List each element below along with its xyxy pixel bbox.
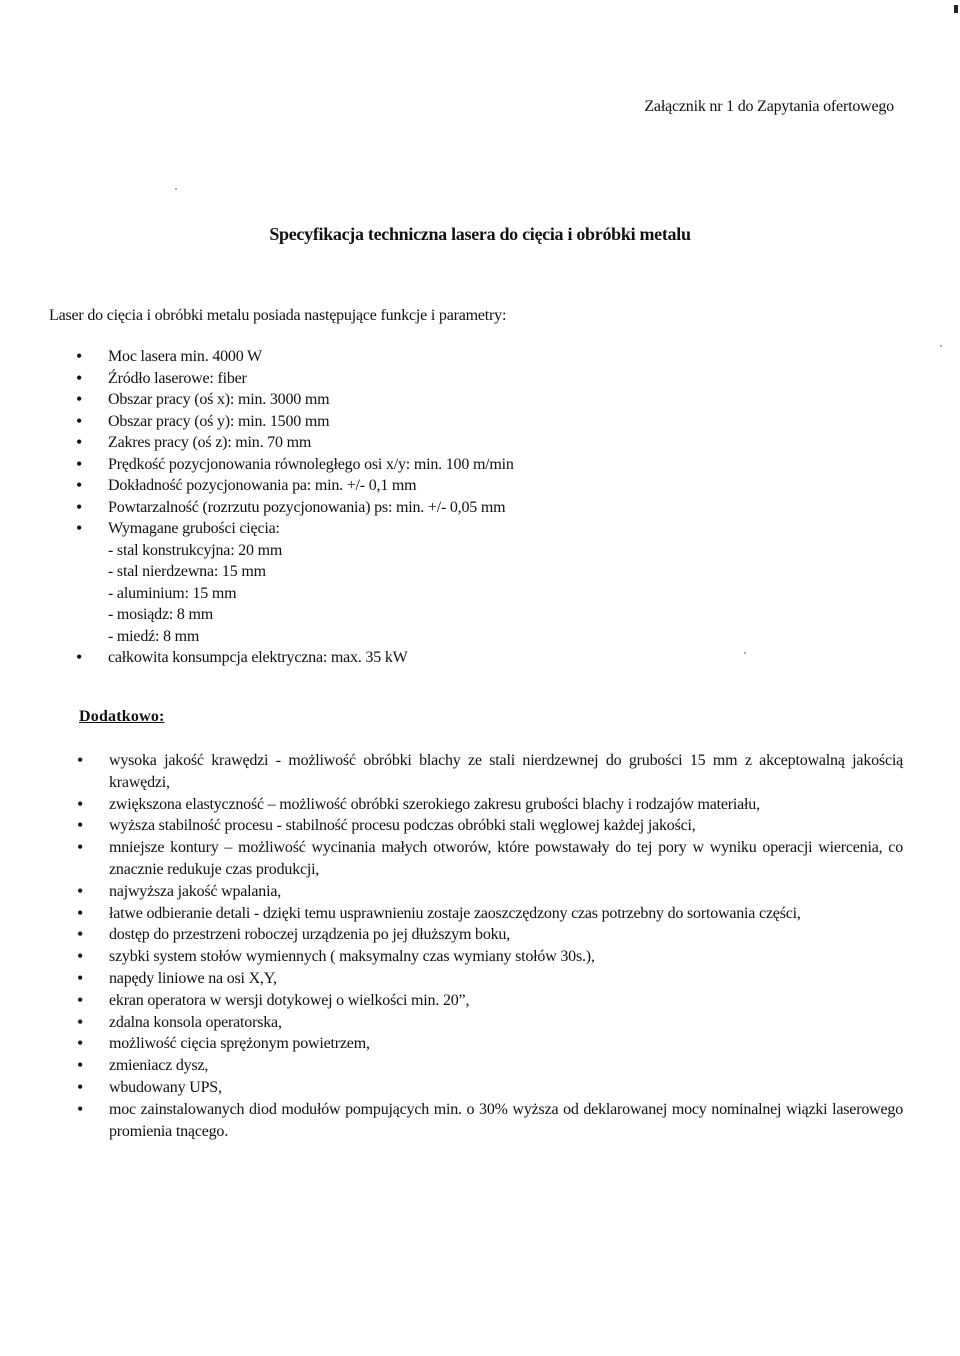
annex-label: Załącznik nr 1 do Zapytania ofertowego: [644, 98, 894, 115]
list-item: • Źródło laserowe: fiber: [76, 368, 896, 390]
bullet-icon: [77, 946, 87, 970]
list-item: • ekran operatora w wersji dotykowej o wielkości min. 20”,: [77, 990, 903, 1012]
bullet-icon: [77, 815, 87, 839]
list-item: • łatwe odbieranie detali - dzięki temu usprawnieniu zostaje zaoszczędzony czas potrzebny do sortowania części,: [77, 903, 903, 925]
bullet-icon: [76, 389, 86, 413]
thickness-line: - mosiądz: 8 mm: [108, 606, 213, 623]
intro-paragraph: Laser do cięcia i obróbki metalu posiada następujące funkcje i parametry:: [49, 307, 507, 324]
bullet-icon: [76, 475, 86, 499]
list-item: • dostęp do przestrzeni roboczej urządzenia po jej dłuższym boku,: [77, 924, 903, 946]
bullet-icon: [77, 750, 87, 774]
bullet-icon: [77, 837, 87, 861]
bullet-icon: [77, 903, 87, 927]
list-item: • wyższa stabilność procesu - stabilność procesu podczas obróbki stali węglowej każdej jakości,: [77, 815, 903, 837]
bullet-icon: [76, 518, 86, 542]
bullet-icon: [76, 346, 86, 370]
scan-speck: [744, 652, 746, 654]
bullet-icon: [76, 368, 86, 392]
list-item: • Prędkość pozycjonowania równoległego osi x/y: min. 100 m/min: [76, 454, 896, 476]
list-item: • całkowita konsumpcja elektryczna: max. 35 kW: [76, 647, 896, 669]
list-item: • możliwość cięcia sprężonym powietrzem,: [77, 1033, 903, 1055]
list-item: • Zakres pracy (oś z): min. 70 mm: [76, 432, 896, 454]
list-item: • Moc lasera min. 4000 W: [76, 346, 896, 368]
bullet-icon: [77, 990, 87, 1014]
list-item: • Obszar pracy (oś x): min. 3000 mm: [76, 389, 896, 411]
scan-speck: [954, 5, 958, 13]
bullet-icon: [76, 647, 86, 671]
list-item: • zwiększona elastyczność – możliwość obróbki szerokiego zakresu grubości blachy i rodzajów materiału,: [77, 794, 903, 816]
bullet-icon: [77, 968, 87, 992]
list-item-thickness: [76, 518, 896, 647]
list-item: • wysoka jakość krawędzi - możliwość obróbki blachy ze stali nierdzewnej do grubości 15 mm z akceptowalną jakością krawędzi,: [77, 750, 903, 794]
bullet-icon: [77, 1033, 87, 1057]
list-item: • Powtarzalność (rozrzutu pozycjonowania) ps: min. +/- 0,05 mm: [76, 497, 896, 519]
list-item: • napędy liniowe na osi X,Y,: [77, 968, 903, 990]
list-item: • zdalna konsola operatorska,: [77, 1012, 903, 1034]
list-item: • zmieniacz dysz,: [77, 1055, 903, 1077]
bullet-icon: [77, 1055, 87, 1079]
bullet-icon: [76, 497, 86, 521]
thickness-line: - stal konstrukcyjna: 20 mm: [108, 541, 283, 559]
extras-list: [77, 750, 903, 1142]
spec-list: [76, 346, 896, 669]
scan-speck: [940, 345, 942, 347]
scan-speck: [175, 188, 177, 190]
extras-heading: Dodatkowo:: [79, 708, 165, 725]
bullet-icon: [76, 411, 86, 435]
list-item: • moc zainstalowanych diod modułów pompujących min. o 30% wyższa od deklarowanej mocy nominalnej wiązki laserowego promienia tnącego.: [77, 1099, 903, 1143]
bullet-icon: [76, 454, 86, 478]
list-item: • Obszar pracy (oś y): min. 1500 mm: [76, 411, 896, 433]
list-item: • mniejsze kontury – możliwość wycinania małych otworów, które powstawały do tej pory w wyniku operacji wiercenia, co znacznie redukuje czas produkcji,: [77, 837, 903, 881]
list-item: • wbudowany UPS,: [77, 1077, 903, 1099]
bullet-icon: [77, 924, 87, 948]
thickness-label: Wymagane grubości cięcia:: [108, 520, 280, 537]
thickness-line: - aluminium: 15 mm: [108, 584, 237, 602]
bullet-icon: [77, 881, 87, 905]
thickness-line: - stal nierdzewna: 15 mm: [108, 563, 266, 580]
list-item: • Dokładność pozycjonowania pa: min. +/- 0,1 mm: [76, 475, 896, 497]
list-item: • szybki system stołów wymiennych ( maksymalny czas wymiany stołów 30s.),: [77, 946, 903, 968]
document-title: Specyfikacja techniczna lasera do cięcia i obróbki metalu: [269, 224, 691, 244]
bullet-icon: [77, 1099, 87, 1123]
list-item: • najwyższa jakość wpalania,: [77, 881, 903, 903]
bullet-icon: [77, 1012, 87, 1036]
thickness-line: - miedź: 8 mm: [108, 627, 200, 645]
bullet-icon: [77, 794, 87, 818]
bullet-icon: [77, 1077, 87, 1101]
bullet-icon: [76, 432, 86, 456]
